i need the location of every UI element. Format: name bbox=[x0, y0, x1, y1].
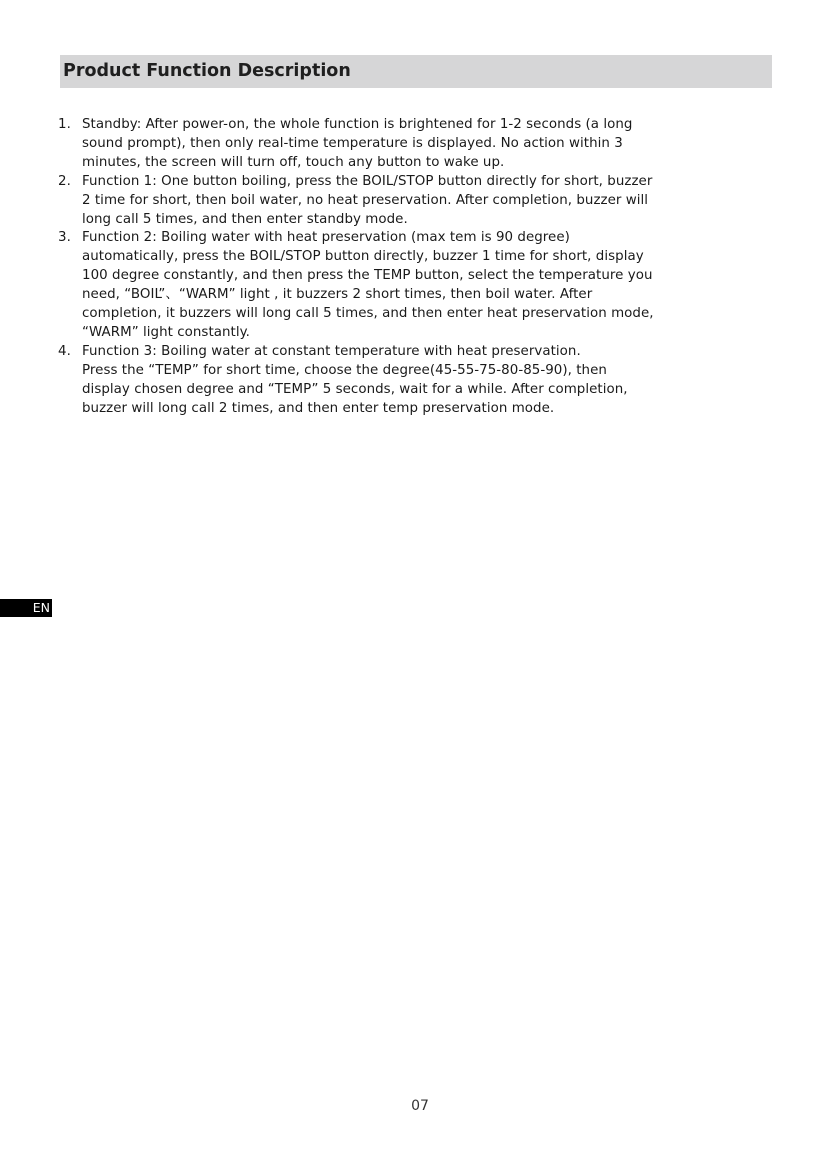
list-item-line: automatically, press the BOIL/STOP button directly, buzzer 1 time for short, display bbox=[82, 249, 644, 265]
list-item-line: 2 time for short, then boil water, no heat preservation. After completion, buzzer will bbox=[82, 192, 649, 208]
list-item-line: need, “BOIL”、“WARM” light , it buzzers 2 short times, then boil water. After bbox=[82, 287, 593, 303]
list-item-line: display chosen degree and “TEMP” 5 seconds, wait for a while. After completion, bbox=[82, 381, 628, 397]
list-item-number: 3. bbox=[58, 230, 71, 246]
list-item-line: Function 1: One button boiling, press the BOIL/STOP button directly for short, buzzer bbox=[82, 173, 653, 189]
list-item-line: long call 5 times, and then enter standby mode. bbox=[82, 211, 408, 227]
list-item-line: completion, it buzzers will long call 5 times, and then enter heat preservation mode, bbox=[82, 306, 654, 322]
list-item-line: sound prompt), then only real-time temperature is displayed. No action within 3 bbox=[82, 135, 623, 151]
list-item bbox=[58, 173, 768, 230]
list-item-line: “WARM” light constantly. bbox=[82, 324, 250, 340]
section-title: Product Function Description bbox=[63, 61, 351, 81]
list-item-line: 100 degree constantly, and then press the TEMP button, select the temperature you bbox=[82, 268, 653, 284]
function-list bbox=[58, 116, 768, 419]
section-header bbox=[60, 55, 772, 88]
list-item bbox=[58, 229, 768, 342]
list-item bbox=[58, 116, 768, 173]
list-item-line: Press the “TEMP” for short time, choose the degree(45-55-75-80-85-90), then bbox=[82, 362, 607, 378]
list-item-line: buzzer will long call 2 times, and then enter temp preservation mode. bbox=[82, 400, 555, 416]
list-item-line: Function 2: Boiling water with heat preservation (max tem is 90 degree) bbox=[82, 230, 570, 246]
list-item-line: minutes, the screen will turn off, touch any button to wake up. bbox=[82, 154, 505, 170]
list-item-number: 1. bbox=[58, 117, 71, 132]
list-item-number: 2. bbox=[58, 173, 71, 189]
list-item-line: Function 3: Boiling water at constant temperature with heat preservation. bbox=[82, 343, 581, 359]
page-number: 07 bbox=[411, 1098, 429, 1114]
list-item-line: Standby: After power-on, the whole function is brightened for 1-2 seconds (a long bbox=[82, 117, 633, 132]
language-tab: EN bbox=[0, 599, 52, 617]
list-item bbox=[58, 343, 768, 419]
list-item-number: 4. bbox=[58, 343, 71, 359]
